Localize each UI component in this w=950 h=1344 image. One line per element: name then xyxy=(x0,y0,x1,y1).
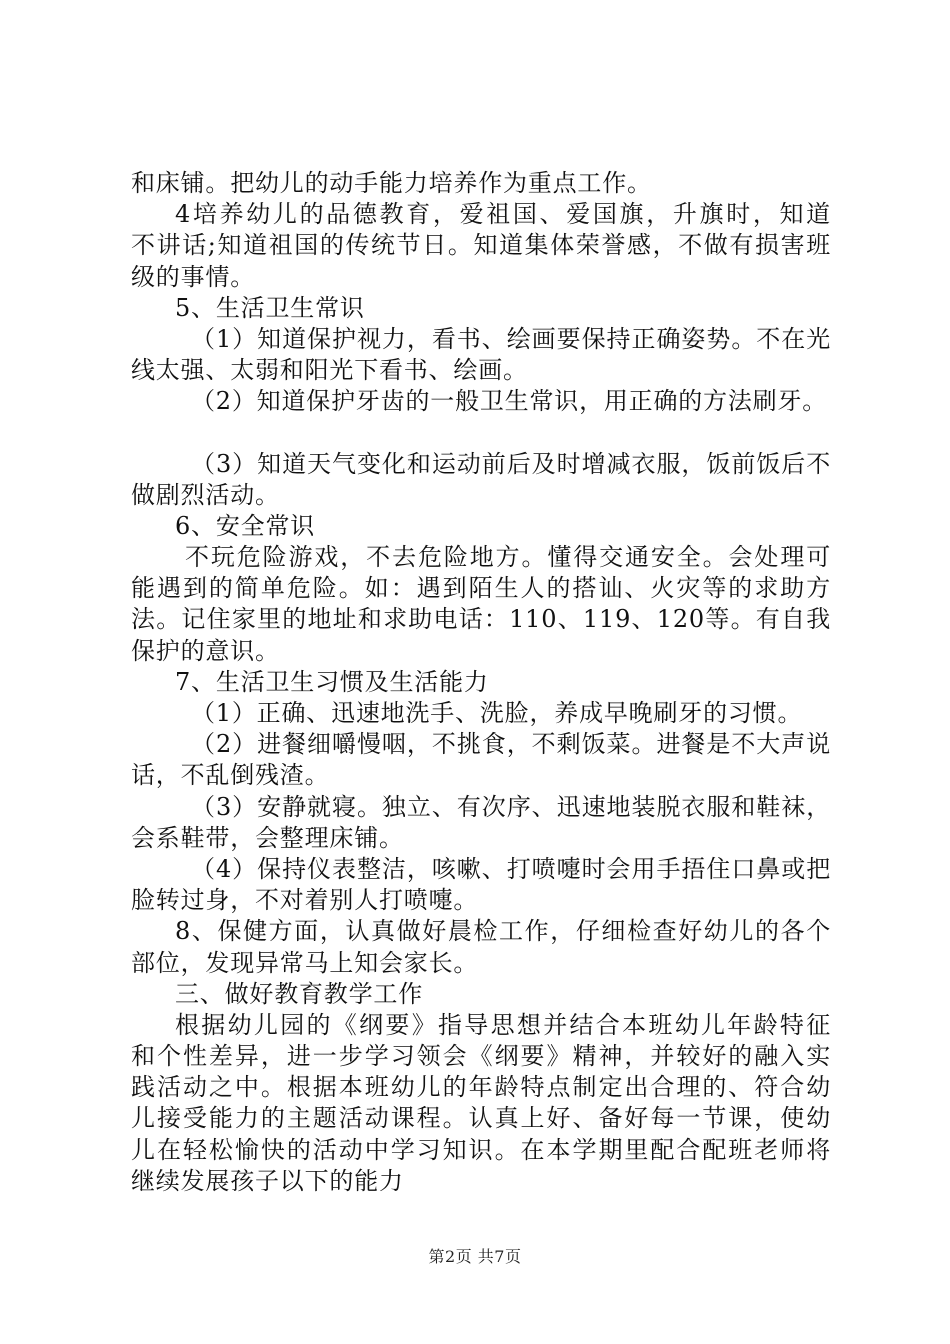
text-line: 级的事情。 xyxy=(131,262,255,291)
text-line: 能遇到的简单危险。如：遇到陌生人的搭讪、火灾等的求助方 xyxy=(131,574,831,603)
text-line: （3）安静就寝。独立、有次序、迅速地装脱衣服和鞋袜， xyxy=(191,792,831,821)
text-line: 和床铺。把幼儿的动手能力培养作为重点工作。 xyxy=(131,169,652,197)
text-line: （1）知道保护视力，看书、绘画要保持正确姿势。不在光 xyxy=(191,324,831,353)
section-heading: 5、生活卫生常识 xyxy=(175,293,365,322)
text-line: 4培养幼儿的品德教育，爱祖国、爱国旗，升旗时，知道 xyxy=(175,200,831,229)
text-line: （3）知道天气变化和运动前后及时增减衣服，饭前饭后不 xyxy=(191,449,831,478)
text-line: 不讲话;知道祖国的传统节日。知道集体荣誉感，不做有损害班 xyxy=(131,231,831,260)
text-line: 根据幼儿园的《纲要》指导思想并结合本班幼儿年龄特征 xyxy=(175,1010,831,1039)
text-line: 脸转过身，不对着别人打喷嚏。 xyxy=(131,886,479,915)
text-line: 做剧烈活动。 xyxy=(131,480,280,509)
text-line: 会系鞋带，会整理床铺。 xyxy=(131,823,404,852)
text-line: （2）知道保护牙齿的一般卫生常识，用正确的方法刷牙。 xyxy=(191,387,828,416)
text-line: 儿在轻松愉快的活动中学习知识。在本学期里配合配班老师将 xyxy=(131,1135,831,1164)
text-line: 践活动之中。根据本班幼儿的年龄特点制定出合理的、符合幼 xyxy=(131,1073,831,1102)
text-line: 继续发展孩子以下的能力 xyxy=(131,1166,404,1195)
text-line: 线太强、太弱和阳光下看书、绘画。 xyxy=(131,356,528,385)
text-line: 话，不乱倒残渣。 xyxy=(131,761,330,790)
text-line: 不玩危险游戏，不去危险地方。懂得交通安全。会处理可 xyxy=(185,543,831,572)
text-line: 和个性差异，进一步学习领会《纲要》精神，并较好的融入实 xyxy=(131,1042,831,1071)
document-body xyxy=(131,168,831,1197)
section-heading: 6、安全常识 xyxy=(175,511,316,540)
text-line: （2）进餐细嚼慢咽，不挑食，不剩饭菜。进餐是不大声说 xyxy=(191,730,831,759)
blank-line xyxy=(131,418,831,449)
section-heading: 7、生活卫生习惯及生活能力 xyxy=(175,667,489,696)
text-line: （1）正确、迅速地洗手、洗脸，养成早晚刷牙的习惯。 xyxy=(191,699,803,727)
page-number: 第2页 共7页 xyxy=(428,1247,522,1266)
text-line: 8、保健方面，认真做好晨检工作，仔细检查好幼儿的各个 xyxy=(175,917,831,946)
text-line: 部位，发现异常马上知会家长。 xyxy=(131,948,479,977)
text-line: （4）保持仪表整洁，咳嗽、打喷嚏时会用手捂住口鼻或把 xyxy=(191,854,831,883)
text-line: 法。记住家里的地址和求助电话：110、119、120等。有自我 xyxy=(131,605,831,634)
text-line: 儿接受能力的主题活动课程。认真上好、备好每一节课，使幼 xyxy=(131,1104,831,1133)
section-heading: 三、做好教育教学工作 xyxy=(175,979,423,1008)
text-line: 保护的意识。 xyxy=(131,636,280,665)
